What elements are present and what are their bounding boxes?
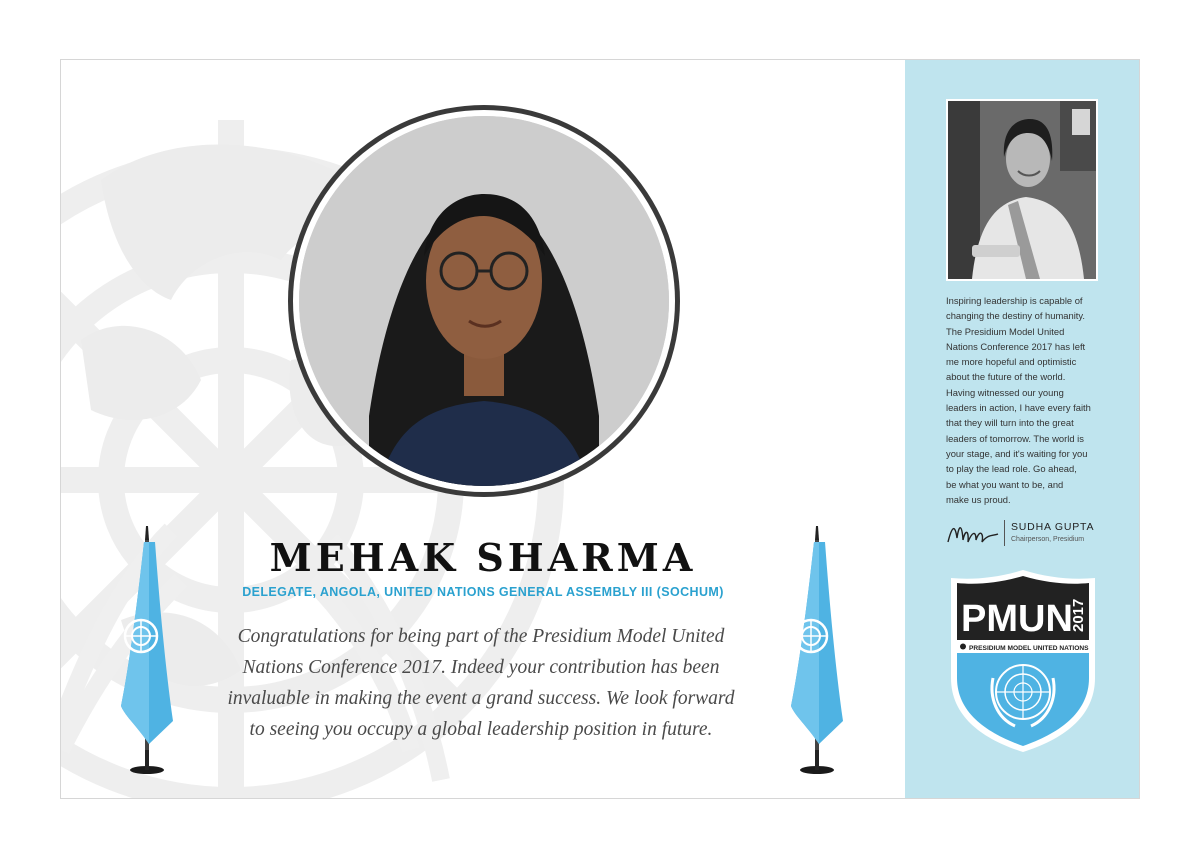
recipient-role: DELEGATE, ANGOLA, UNITED NATIONS GENERAL ASSEMBLY III (SOCHUM) <box>242 585 724 599</box>
badge-bullet <box>960 644 966 650</box>
badge-year: 2017 <box>1070 598 1087 632</box>
recipient-portrait-icon <box>299 116 669 486</box>
certificate <box>60 59 1140 799</box>
recipient-photo <box>299 116 669 486</box>
chairperson-photo <box>946 99 1098 281</box>
recipient-name: MEHAK SHARMA <box>269 535 697 580</box>
chairperson-portrait-icon <box>948 101 1096 279</box>
signer-name: SUDHA GUPTA <box>1011 521 1095 533</box>
pmun-logo <box>949 568 1097 754</box>
badge-title: PMUN <box>961 598 1073 640</box>
message-line: Nations Conference 2017. Indeed your contribution has been <box>242 657 720 678</box>
chairperson-quote: Inspiring leadership is capable of changing the destiny of humanity. The Presidium Model United Nations Conference 2017 has left me more hopeful and optimistic about the future of the world. Having witnessed our young leaders in action, I have every faith that they will turn into the great leaders of tomorrow. The world is your stage, and it's waiting for you to play the lead role. Go ahead, be what you want to be, and make us proud. <box>946 295 1091 505</box>
message-line: invaluable in making the event a grand success. We look forward <box>227 688 735 709</box>
signature-divider <box>1004 520 1005 546</box>
signer-title: Chairperson, Presidium <box>1011 536 1085 543</box>
recipient-photo-frame <box>288 105 680 497</box>
sidebar <box>905 60 1139 798</box>
message-line: to seeing you occupy a global leadership position in future. <box>249 719 713 740</box>
certificate-main <box>61 60 905 798</box>
signature-icon <box>946 520 1000 548</box>
congratulations-message <box>201 621 761 745</box>
message-line: Congratulations for being part of the Presidium Model United <box>237 626 725 647</box>
signature-block <box>946 518 1116 550</box>
badge-subtitle: PRESIDIUM MODEL UNITED NATIONS <box>969 645 1089 652</box>
